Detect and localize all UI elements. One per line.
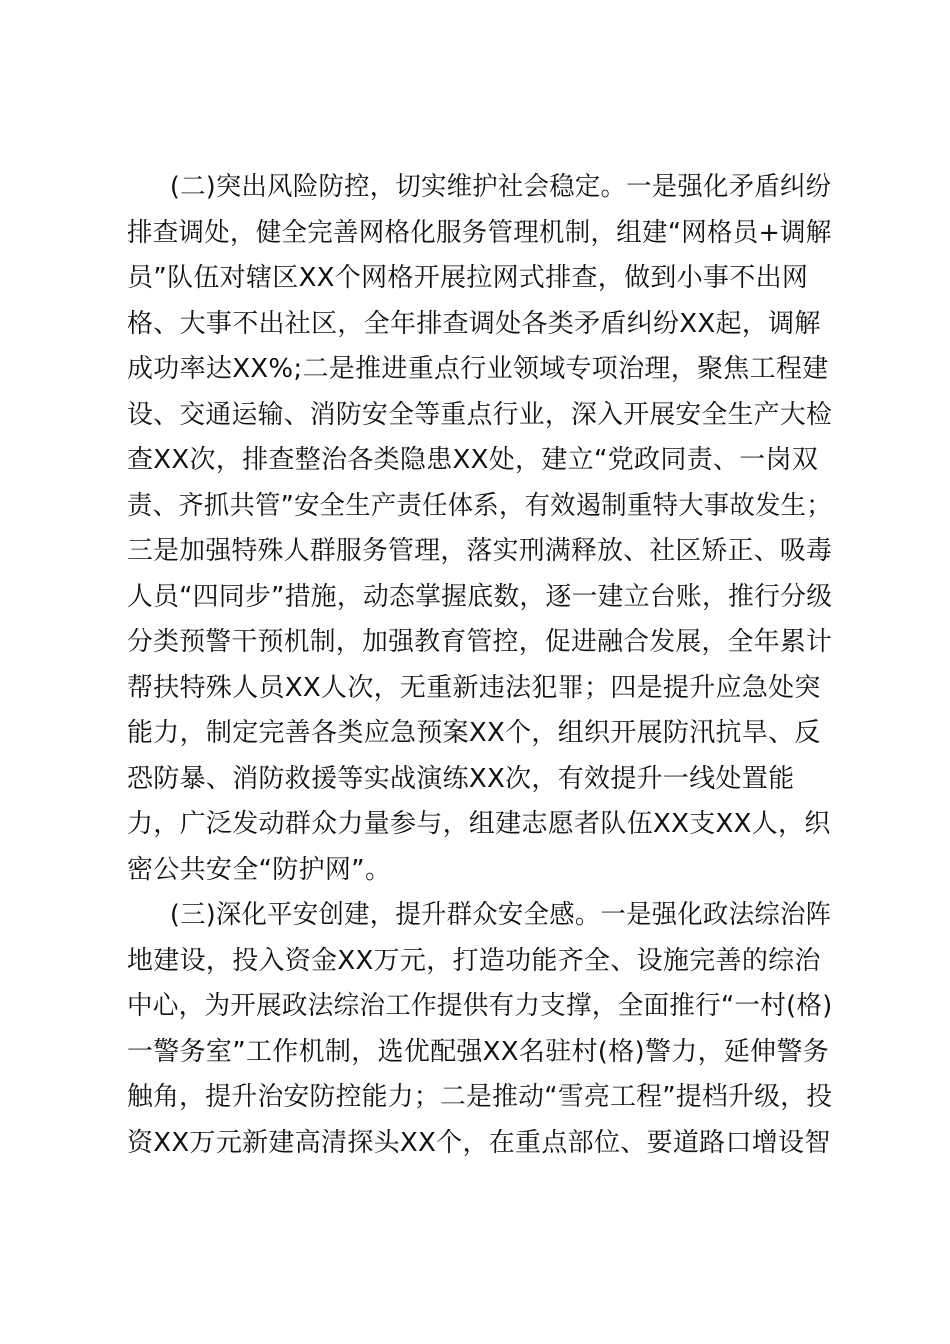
text-line: 触角，提升治安防控能力；二是推动“雪亮工程”提档升级，投: [127, 1082, 833, 1112]
text-line: 成功率达XX%;二是推进重点行业领域专项治理，聚焦工程建: [127, 354, 829, 384]
text-line: 人员“四同步”措施，动态掌握底数，逐一建立台账，推行分级: [127, 581, 833, 612]
text-line: 一警务室”工作机制，选优配强XX名驻村(格)警力，延伸警务: [127, 1036, 830, 1067]
text-line: 密公共安全“防护网”。: [127, 854, 392, 885]
text-line: 查XX次，排查整治各类隐患XX处，建立“党政同责、一岗双: [127, 445, 819, 475]
text-line: 分类预警干预机制，加强教育管控，促进融合发展，全年累计: [127, 627, 833, 657]
text-line: 员”队伍对辖区XX个网格开展拉网式排查，做到小事不出网: [127, 263, 809, 293]
text-line: 地建设，投入资金XX万元，打造功能齐全、设施完善的综治: [127, 945, 821, 976]
text-line: 设、交通运输、消防安全等重点行业，深入开展安全生产大检: [127, 399, 833, 430]
paragraph-3-heading-line: (三)深化平安创建，提升群众安全感。一是强化政法综治阵: [169, 900, 832, 930]
text-line: 格、大事不出社区，全年排查调处各类矛盾纠纷XX起，调解: [127, 308, 821, 339]
text-line: 资XX万元新建高清探头XX个，在重点部位、要道路口增设智: [127, 1127, 831, 1158]
text-line: 排查调处，健全完善网格化服务管理机制，组建“网格员+调解: [127, 217, 832, 248]
paragraph-2-heading-line: (二)突出风险防控，切实维护社会稳定。一是强化矛盾纠纷: [169, 172, 832, 202]
document-body: [127, 165, 832, 1166]
text-line: 三是加强特殊人群服务管理，落实刑满释放、社区矫正、吸毒: [127, 536, 833, 566]
text-line: 责、齐抓共管”安全生产责任体系，有效遏制重特大事故发生；: [127, 490, 832, 521]
text-line: 能力，制定完善各类应急预案XX个，组织开展防汛抗旱、反: [127, 718, 821, 748]
text-line: 力，广泛发动群众力量参与，组建志愿者队伍XX支XX人，织: [127, 809, 831, 839]
text-line: 帮扶特殊人员XX人次，无重新违法犯罪；四是提升应急处突: [127, 672, 821, 703]
text-line: 中心，为开展政法综治工作提供有力支撑，全面推行“一村(格): [127, 991, 833, 1021]
text-line: 恐防暴、消防救援等实战演练XX次，有效提升一线处置能: [127, 763, 795, 794]
